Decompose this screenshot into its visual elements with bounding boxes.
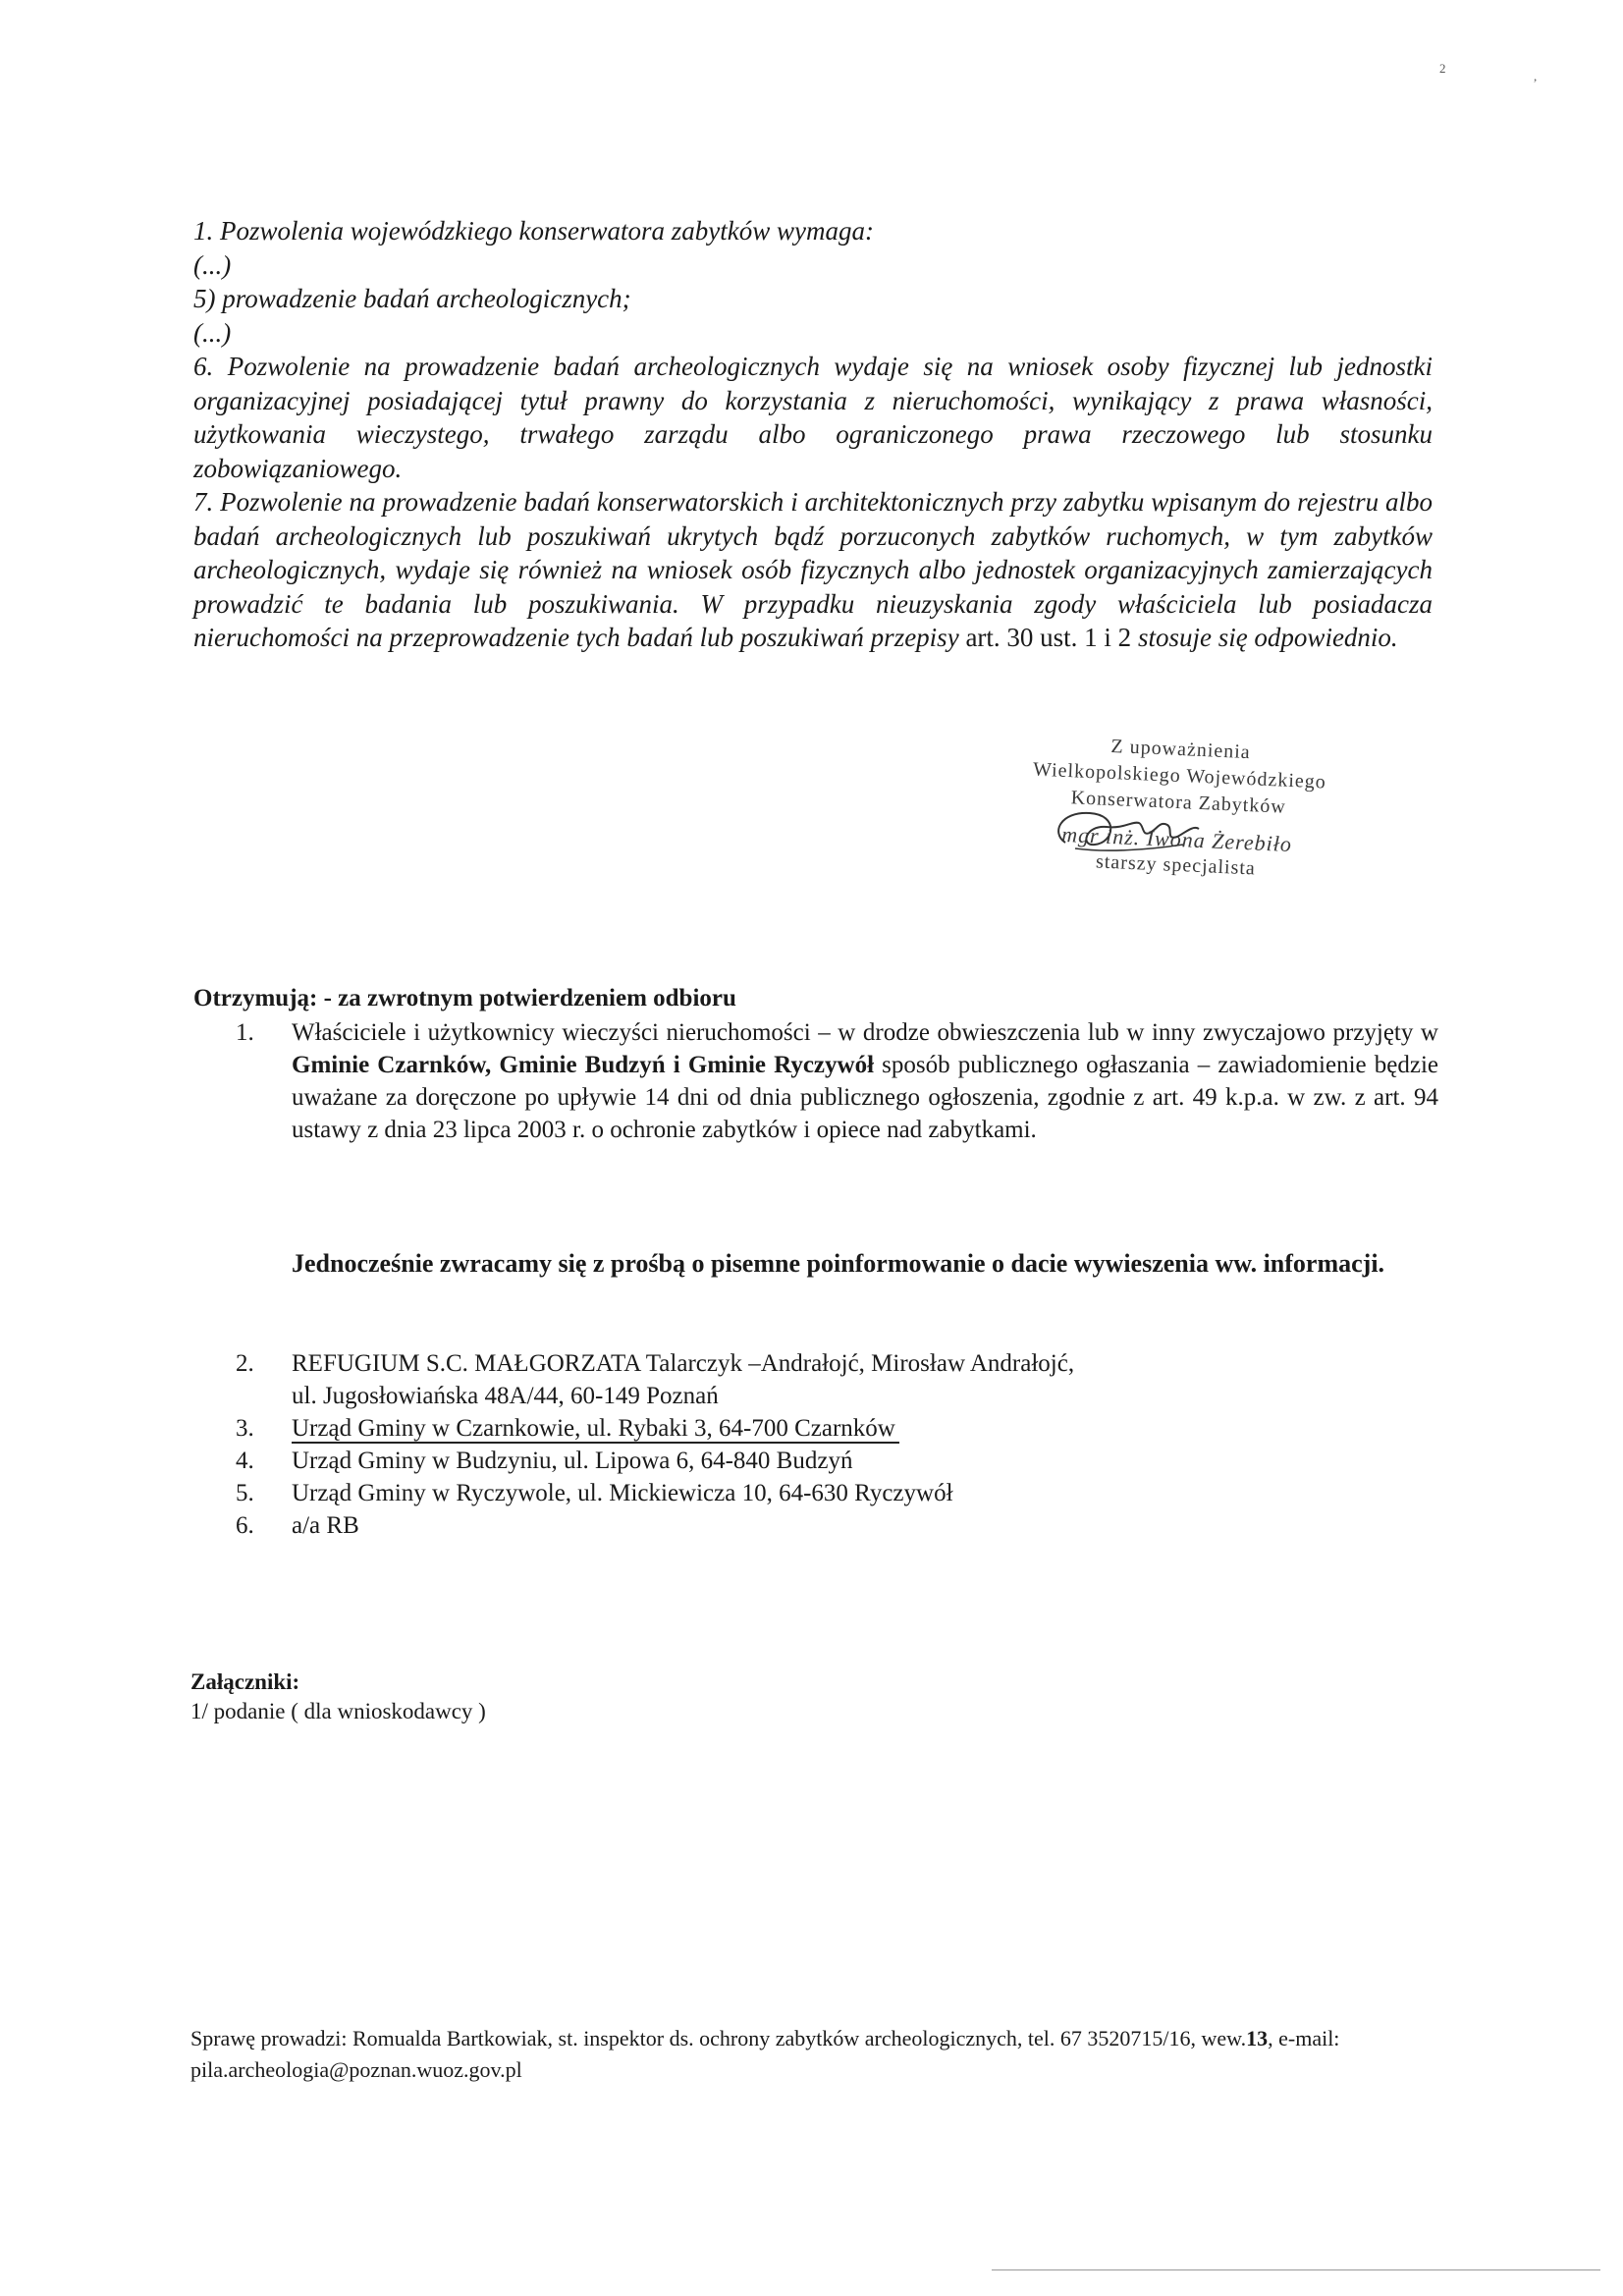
law-excerpt (193, 214, 1433, 655)
attachments-heading: Załączniki: (190, 1669, 300, 1694)
list-item (236, 1347, 1375, 1380)
page-corner-mark: , (1534, 69, 1538, 83)
law-paragraph-6: 6. Pozwolenie na prowadzenie badań archeologicznych wydaje się na wniosek osoby fizycznej lub jednostki organizacyjnej posiadającej tytuł prawny do korzystania z nieruchomości, wynikający z prawa własności, użytkowania wieczystego, trwałego zarządu albo ograniczonego prawa rzeczowego lub stosunku zobowiązaniowego. (193, 352, 1433, 483)
law-paragraph-7-main: 7. Pozwolenie na prowadzenie badań konserwatorskich i architektonicznych przy zabytku wpisanym do rejestru albo badań archeologicznych lub poszukiwań ukrytych bądź porzuconych zabytków ruchomych, w tym zabytków archeologicznych, wydaje się również na wniosek osób fizycznych albo jednostek organizacyjnych zamierzających prowadzić te badania lub poszukiwania. W przypadku nieuzyskania zgody właściciela lub posiadacza nieruchomości na przeprowadzenie tych badań lub poszukiwań przepisy (193, 487, 1433, 652)
handwritten-signature (1046, 803, 1213, 862)
case-officer-footer (190, 2023, 1408, 2086)
bottom-rule (992, 2269, 1600, 2270)
stamp-line-3: Konserwatora Zabytków (1070, 787, 1287, 818)
list-item-text: REFUGIUM S.C. MAŁGORZATA Talarczyk –Andrałojć, Mirosław Andrałojć, (292, 1350, 1075, 1377)
list-item (236, 1445, 1375, 1477)
list-item-number: 5. (236, 1480, 254, 1506)
list-item-text: a/a RB (292, 1512, 359, 1539)
list-item (236, 1477, 1375, 1509)
law-paragraph-7-end: stosuje się odpowiednio. (1137, 623, 1398, 652)
list-item-text: Urząd Gminy w Budzyniu, ul. Lipowa 6, 64-840 Budzyń (292, 1448, 853, 1474)
stamp-signatory-title: starszy specjalista (1095, 850, 1257, 880)
recipient-item-1-number: 1. (236, 1019, 254, 1046)
stamp-line-2: Wielkopolskiego Wojewódzkiego (1032, 758, 1327, 793)
list-item (236, 1412, 1375, 1445)
list-item (236, 1509, 1375, 1542)
list-item-text: Urząd Gminy w Ryczywole, ul. Mickiewicza 10, 64-630 Ryczywół (292, 1480, 953, 1506)
recipient-item-1-text (292, 1016, 1438, 1146)
footer-email: , e-mail: pila.archeologia@poznan.wuoz.gov.pl (190, 2026, 1340, 2082)
recipient-item-1-post: sposób publicznego ogłaszania – zawiadomienie będzie uważane za doręczone po upływie 14 dni od dnia publicznego ogłoszenia, zgodnie z art. 49 k.p.a. w zw. z art. 94 ustawy z dnia 23 lipca 2003 r. o ochronie zabytków i opiece nad zabytkami. (292, 1052, 1439, 1143)
recipient-item-1 (236, 1016, 1438, 1146)
request-paragraph: Jednocześnie zwracamy się z prośbą o pisemne poinformowanie o dacie wywieszenia ww. informacji. (292, 1249, 1385, 1278)
footer-text: Sprawę prowadzi: Romualda Bartkowiak, st. inspektor ds. ochrony zabytków archeologicznych, tel. 67 3520715/16, wew. (190, 2026, 1247, 2050)
list-item-text: Urząd Gminy w Czarnkowie, ul. Rybaki 3, 64-700 Czarnków (292, 1415, 899, 1444)
distribution-list (236, 1347, 1375, 1542)
law-paragraph-1: 1. Pozwolenia wojewódzkiego konserwatora zabytków wymaga: (193, 216, 874, 246)
page-number-mark: 2 (1439, 61, 1446, 76)
attachment-item: 1/ podanie ( dla wnioskodawcy ) (190, 1699, 486, 1723)
law-paragraph-5: 5) prowadzenie badań archeologicznych; (193, 284, 631, 313)
law-ellipsis-1: (...) (193, 249, 232, 280)
recipient-item-1-municipalities: Gminie Czarnków, Gminie Budzyń i Gminie Ryczywół (292, 1052, 875, 1078)
law-article-reference: art. 30 ust. 1 i 2 (965, 623, 1132, 652)
recipients-heading: Otrzymują: - za zwrotnym potwierdzeniem odbioru (193, 985, 736, 1011)
stamp-signatory-name: mgr inż. Iwona Żerebiło (1060, 821, 1293, 857)
stamp-line-1: Z upoważnienia (1110, 735, 1252, 764)
law-ellipsis-2: (...) (193, 317, 232, 348)
list-item-number: 3. (236, 1415, 254, 1442)
law-paragraph-7 (193, 485, 1433, 655)
list-item-number: 4. (236, 1448, 254, 1474)
list-item-number: 2. (236, 1350, 254, 1377)
list-item-number: 6. (236, 1512, 254, 1539)
recipient-item-1-pre: Właściciele i użytkownicy wieczyści nieruchomości – w drodze obwieszczenia lub w inny zwyczajowo przyjęty w (292, 1019, 1438, 1046)
list-item-continuation: ul. Jugosłowiańska 48A/44, 60-149 Poznań (292, 1383, 719, 1409)
footer-extension: 13 (1246, 2026, 1269, 2050)
